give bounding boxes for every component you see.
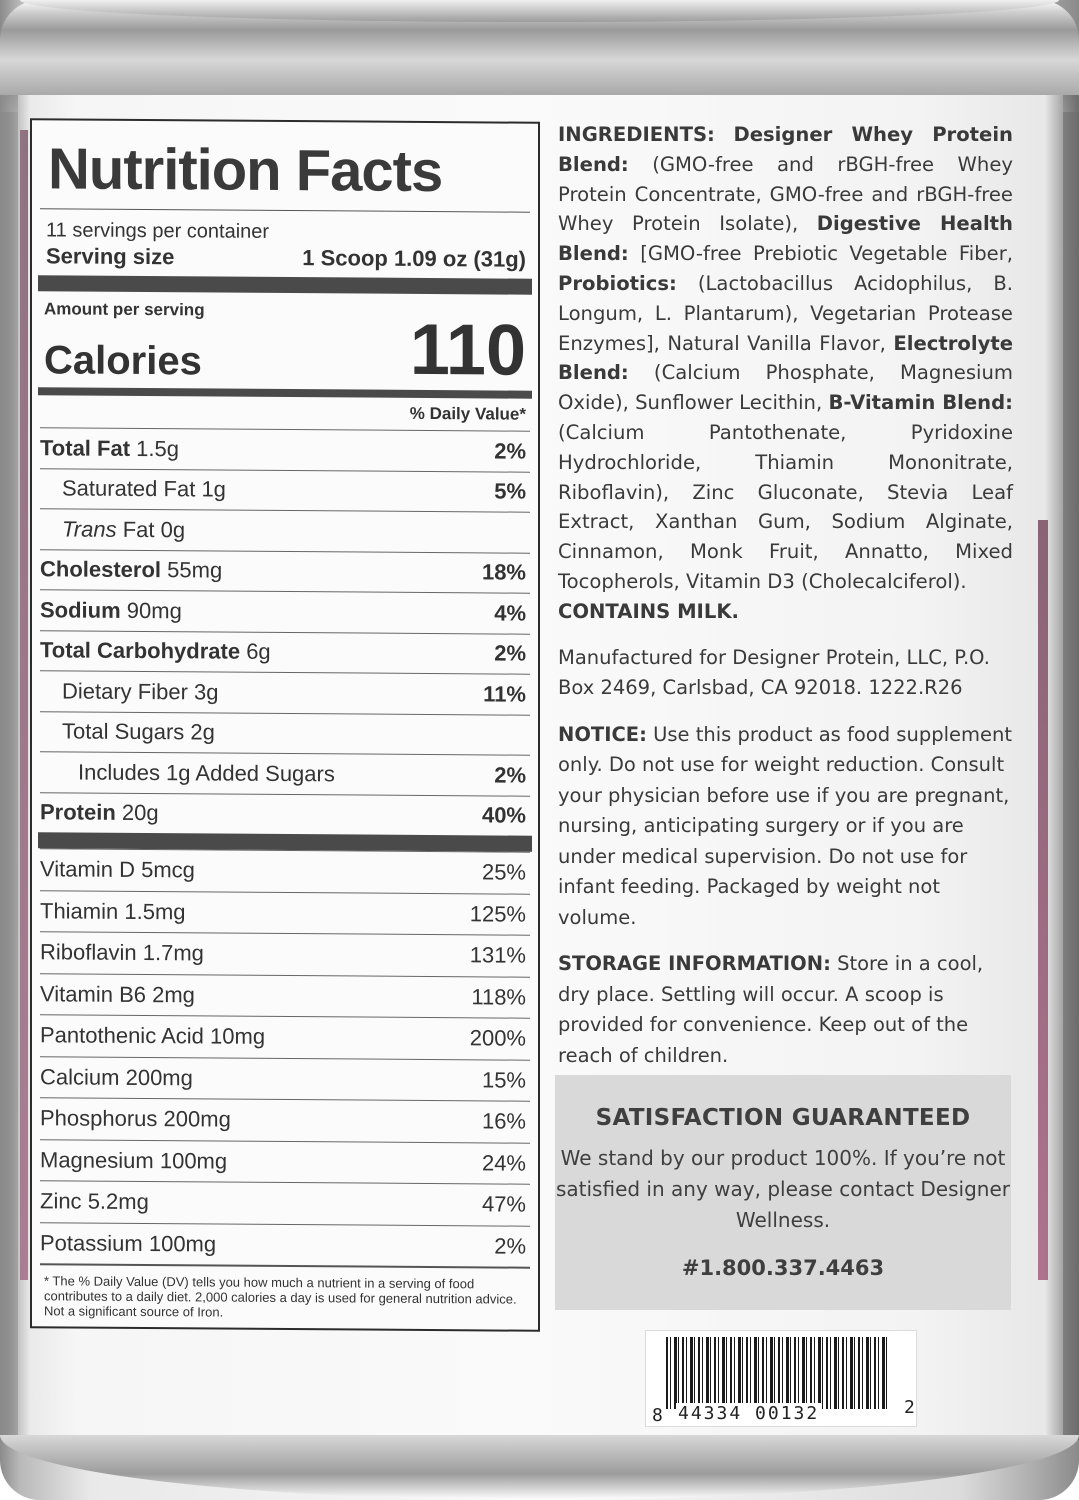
ingredient-text: (GMO-free and rBGH-free Whey Protein Concentrate, GMO-free and rBGH-free Whey Protein Isolate),	[558, 152, 1013, 236]
nutrition-facts-panel	[30, 118, 540, 1332]
vitamin-amount: 100mg	[159, 1147, 228, 1174]
barcode-bars	[666, 1337, 888, 1409]
guarantee-heading: SATISFACTION GUARANTEED	[595, 1105, 971, 1131]
nutrient-dv: 18%	[481, 559, 526, 585]
barcode-left-digit: 8	[652, 1405, 663, 1426]
nutrient-dv: 11%	[483, 681, 526, 707]
vitamin-name: Thiamin	[40, 898, 119, 924]
vitamin-name: Vitamin D	[40, 856, 135, 883]
daily-value-header: % Daily Value*	[409, 403, 526, 424]
vitamin-name: Pantothenic Acid	[40, 1022, 204, 1049]
vitamin-name: Zinc	[40, 1188, 82, 1214]
vitamin-row	[40, 1097, 530, 1142]
ingredient-text: [GMO-free Prebiotic Vegetable Fiber,	[628, 242, 1013, 266]
vitamin-row	[40, 890, 530, 935]
nutrient-name: Total Sugars	[62, 718, 185, 745]
ingredient-blend-name: Digestive Health Blend:	[558, 212, 1013, 266]
calories-label: Calories	[44, 338, 202, 384]
vitamin-amount: 200mg	[163, 1106, 231, 1132]
guarantee-text: We stand by our product 100%. If you’re not satisfied in any way, please contact Designer Wellness.	[555, 1146, 1010, 1232]
vitamin-row	[40, 848, 530, 893]
nutrient-amount: 90mg	[126, 597, 182, 624]
ingredient-blend-name: B-Vitamin Blend:	[828, 391, 1013, 415]
nutrient-name: Trans	[62, 516, 117, 542]
vitamin-amount: 200mg	[125, 1064, 193, 1091]
vitamin-name: Vitamin B6	[40, 981, 146, 1007]
vitamin-amount: 100mg	[148, 1230, 217, 1257]
notice-text	[558, 720, 1013, 934]
amount-per-serving: Amount per serving	[44, 299, 205, 320]
nutrient-name: Dietary Fiber	[62, 678, 188, 705]
ingredient-text: (Lactobacillus Acidophilus, B. Longum, L. Plantarum), Vegetarian Protease Enzymes], Natural Vanilla Flavor,	[558, 271, 1013, 355]
nutrient-row	[40, 670, 530, 714]
vitamin-row	[40, 1056, 530, 1101]
nutrient-name: Total Fat	[40, 435, 131, 461]
vitamin-dv: 47%	[481, 1191, 526, 1217]
vitamin-row	[40, 931, 530, 976]
nutrient-dv: 2%	[494, 438, 526, 464]
ingredient-blend-name: Electrolyte Blend:	[558, 331, 1013, 385]
nutrient-name-suffix: Fat	[122, 516, 155, 542]
nutrient-name: Includes 1g Added Sugars	[78, 759, 335, 787]
nutrient-row	[40, 792, 530, 836]
vitamin-name: Calcium	[40, 1064, 120, 1090]
ingredient-text: (Calcium Pantothenate, Pyridoxine Hydrochloride, Thiamin Mononitrate, Riboflavin), Zinc Gluconate, Stevia Leaf Extract, Xanthan Gum, Sodium Alginate, Cinnamon, Monk Fruit, Annatto, Mixed Tocopherols, Vitamin D3 (Cholecalciferol).	[558, 420, 1013, 593]
servings-per-container: 11 servings per container	[46, 219, 270, 243]
storage-info	[558, 949, 1013, 1071]
can-bottom-rim	[0, 1435, 1079, 1500]
nutrient-row	[40, 589, 530, 633]
nutrient-row	[40, 427, 530, 471]
barcode-middle-digits: 44334 00132	[678, 1403, 820, 1424]
nutrient-amount: 0g	[160, 516, 186, 543]
storage-body: Store in a cool, dry place. Settling will occur. A scoop is provided for convenience. Keep out of the reach of children.	[558, 952, 984, 1067]
vitamin-row	[40, 1222, 530, 1267]
nutrient-row	[40, 751, 530, 795]
vitamin-dv: 125%	[469, 901, 526, 927]
vitamin-amount: 5mcg	[141, 857, 195, 883]
vitamin-dv: 25%	[481, 859, 526, 885]
manufacturer-info: Manufactured for Designer Protein, LLC, P.O. Box 2469, Carlsbad, CA 92018. 1222.R26	[558, 645, 990, 700]
nutrient-row	[40, 630, 530, 674]
nutrition-facts-title: Nutrition Facts	[48, 136, 443, 205]
nutrient-amount: 55mg	[167, 557, 223, 583]
ingredient-blend-name: Probiotics:	[558, 271, 677, 295]
vitamin-dv: 24%	[481, 1150, 526, 1176]
vitamin-dv: 15%	[481, 1067, 526, 1093]
vitamin-dv: 131%	[469, 942, 526, 968]
nutrient-amount: 20g	[121, 800, 159, 826]
allergen-statement: CONTAINS MILK.	[558, 599, 739, 623]
calories-value: 110	[409, 309, 526, 391]
vitamin-name: Magnesium	[40, 1147, 154, 1173]
nutrient-name: Protein	[40, 799, 116, 826]
nutrient-amount: 1.5g	[136, 435, 179, 462]
nutrient-name: Sodium	[40, 597, 121, 623]
nutrient-amount: 6g	[246, 638, 271, 665]
nutrient-name: Total Carbohydrate	[40, 637, 241, 664]
nutrient-dv: 5%	[494, 478, 526, 504]
vitamin-dv: 2%	[494, 1233, 526, 1259]
vitamin-dv: 118%	[471, 984, 526, 1010]
vitamin-amount: 1.7mg	[142, 940, 204, 966]
guarantee-phone: #1.800.337.4463	[681, 1256, 885, 1280]
nutrient-row	[40, 468, 530, 512]
vitamin-row	[40, 973, 530, 1018]
satisfaction-guarantee-box	[555, 1075, 1011, 1310]
serving-size-row	[46, 243, 530, 272]
nutrient-name: Cholesterol	[40, 556, 162, 583]
nutrient-name: Saturated Fat	[62, 475, 196, 502]
vitamin-row	[40, 1014, 530, 1059]
vitamin-amount: 5.2mg	[87, 1188, 149, 1215]
vitamin-dv: 16%	[481, 1108, 526, 1134]
daily-value-footnote: * The % Daily Value (DV) tells you how much a nutrient in a serving of food contributes to a daily diet. 2,000 calories a day is used for general nutrition advice. Not a significant source of Iron.	[40, 1263, 530, 1321]
thick-divider	[38, 275, 532, 294]
nutrient-dv: 4%	[494, 600, 526, 626]
nutrient-row	[40, 711, 530, 755]
barcode	[645, 1330, 917, 1427]
label-text-column	[558, 120, 1013, 1071]
nutrient-amount: 1g	[201, 476, 226, 502]
serving-size-label: Serving size	[46, 243, 175, 270]
notice-body: Use this product as food supplement only. Do not use for weight reduction. Consult your physician before use if you are pregnant, nursing, anticipating surgery or if you are under medical supervision. Do not use for infant feeding. Packaged by weight not volume.	[558, 722, 1012, 929]
vitamin-amount: 10mg	[210, 1023, 266, 1050]
nutrient-amount: 3g	[194, 679, 219, 705]
nutrient-dv: 2%	[494, 762, 526, 788]
serving-size-value: 1 Scoop 1.09 oz (31g)	[302, 245, 526, 272]
storage-label: STORAGE INFORMATION:	[558, 952, 831, 976]
vitamin-row	[40, 1139, 530, 1184]
vitamin-amount: 2mg	[152, 981, 195, 1008]
vitamin-dv: 200%	[469, 1025, 526, 1051]
vitamin-name: Riboflavin	[40, 939, 137, 966]
nutrient-row	[40, 508, 530, 552]
vitamin-amount: 1.5mg	[124, 898, 186, 925]
ingredient-text: (Calcium Phosphate, Magnesium Oxide), Sunflower Lecithin,	[558, 361, 1013, 415]
nutrient-dv: 2%	[494, 640, 526, 666]
ingredients-text	[558, 120, 1013, 627]
ingredient-blend-name: Designer Whey Protein Blend:	[558, 123, 1013, 176]
nutrient-row	[40, 549, 530, 593]
nutrient-amount: 2g	[190, 719, 215, 745]
vitamin-row	[40, 1180, 530, 1225]
vitamin-name: Phosphorus	[40, 1105, 158, 1132]
barcode-right-digit: 2	[904, 1397, 915, 1418]
notice-label: NOTICE:	[558, 722, 647, 746]
vitamin-name: Potassium	[40, 1230, 143, 1256]
nutrient-dv: 40%	[481, 802, 526, 828]
ingredients-label: INGREDIENTS:	[558, 123, 715, 146]
